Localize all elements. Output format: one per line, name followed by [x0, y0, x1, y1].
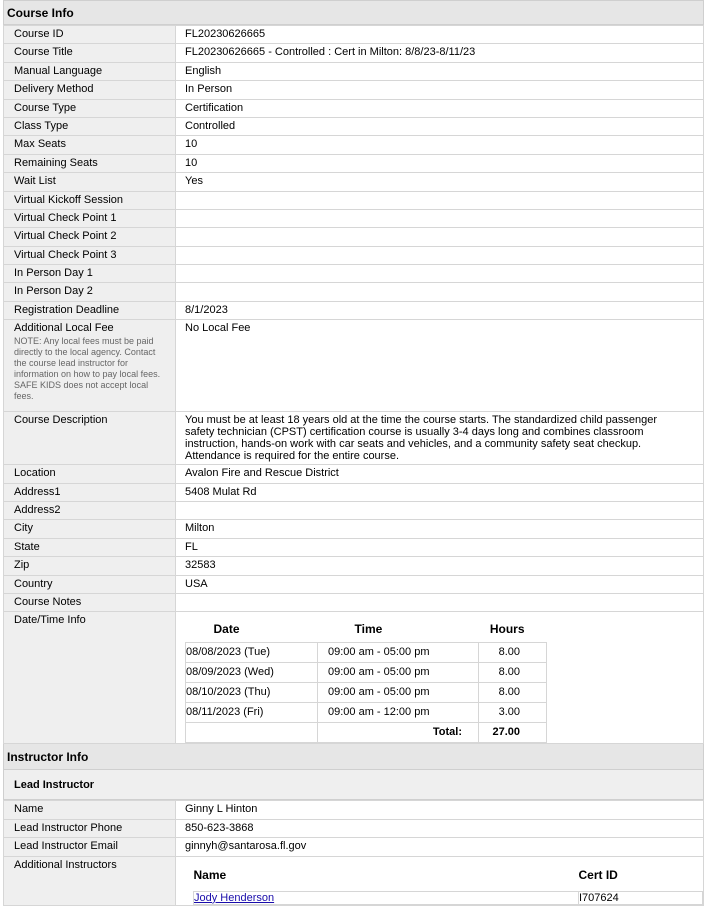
virtual-kickoff-session-value: [176, 191, 704, 209]
virtual-check-point-3-value: [176, 246, 704, 264]
course-info-rows: [4, 26, 704, 320]
course-id-value: FL20230626665: [176, 26, 704, 44]
city-value: Milton: [176, 520, 704, 538]
course-type-label: Course Type: [4, 99, 176, 117]
description-label: Course Description: [4, 412, 176, 465]
remaining-seats-label: Remaining Seats: [4, 154, 176, 172]
delivery-method-label: Delivery Method: [4, 81, 176, 99]
manual-language-row: [4, 62, 704, 80]
max-seats-row: [4, 136, 704, 154]
schedule-total-spacer: [186, 723, 318, 743]
location-rows: [4, 465, 704, 612]
delivery-method-row: [4, 81, 704, 99]
local-fee-row: [4, 320, 704, 412]
additional-instructor-row: [194, 891, 703, 904]
zip-value: 32583: [176, 557, 704, 575]
schedule-table: [185, 620, 547, 743]
country-value: USA: [176, 575, 704, 593]
delivery-method-value: In Person: [176, 81, 704, 99]
instructor-name-cell: [194, 891, 579, 904]
local-fee-value: No Local Fee: [176, 320, 704, 412]
max-seats-label: Max Seats: [4, 136, 176, 154]
course-notes-label: Course Notes: [4, 593, 176, 611]
instructor-table: [3, 800, 704, 906]
course-id-label: Course ID: [4, 26, 176, 44]
course-type-row: [4, 99, 704, 117]
instructor-cert-id: I707624: [579, 891, 703, 904]
schedule-date: 08/08/2023 (Tue): [186, 643, 318, 663]
location-label: Location: [4, 465, 176, 483]
remaining-seats-value: 10: [176, 154, 704, 172]
schedule-time: 09:00 am - 05:00 pm: [318, 663, 479, 683]
local-fee-label: Additional Local Fee: [14, 322, 114, 335]
in-person-day-1-row: [4, 265, 704, 283]
wait-list-row: [4, 173, 704, 191]
schedule-time: 09:00 am - 05:00 pm: [318, 643, 479, 663]
schedule-row: [4, 612, 704, 744]
in-person-day-1-label: In Person Day 1: [4, 265, 176, 283]
schedule-hours: 3.00: [479, 703, 547, 723]
class-type-row: [4, 117, 704, 135]
virtual-check-point-1-value: [176, 209, 704, 227]
course-title-row: [4, 44, 704, 62]
instructor-name-link[interactable]: Jody Henderson: [194, 891, 275, 904]
course-notes-row: [4, 593, 704, 611]
city-row: [4, 520, 704, 538]
virtual-check-point-1-row: [4, 209, 704, 227]
course-title-value: FL20230626665 - Controlled : Cert in Milton: 8/8/23-8/11/23: [176, 44, 704, 62]
course-extra-rows: [4, 320, 704, 465]
instructor-rows: [4, 801, 704, 857]
schedule-row-item: [186, 643, 547, 663]
registration-deadline-label: Registration Deadline: [4, 301, 176, 319]
country-label: Country: [4, 575, 176, 593]
country-row: [4, 575, 704, 593]
schedule-hours: 8.00: [479, 663, 547, 683]
course-notes-value: [176, 593, 704, 611]
in-person-day-2-row: [4, 283, 704, 301]
virtual-kickoff-session-row: [4, 191, 704, 209]
course-info-table: [3, 25, 704, 744]
schedule-time: 09:00 am - 05:00 pm: [318, 683, 479, 703]
wait-list-label: Wait List: [4, 173, 176, 191]
virtual-check-point-3-label: Virtual Check Point 3: [4, 246, 176, 264]
location-row: [4, 465, 704, 483]
additional-instructors-cell: [176, 856, 704, 905]
address1-value: 5408 Mulat Rd: [176, 483, 704, 501]
course-title-label: Course Title: [4, 44, 176, 62]
wait-list-value: Yes: [176, 173, 704, 191]
lead-instructor-email-row: [4, 838, 704, 857]
lead-instructor-email-value: ginnyh@santarosa.fl.gov: [176, 838, 704, 857]
registration-deadline-value: 8/1/2023: [176, 301, 704, 319]
schedule-rows: [186, 643, 547, 723]
schedule-row-item: [186, 683, 547, 703]
instructor-info-header: Instructor Info: [3, 744, 704, 770]
course-type-value: Certification: [176, 99, 704, 117]
virtual-check-point-3-row: [4, 246, 704, 264]
lead-instructor-email-label: Lead Instructor Email: [4, 838, 176, 857]
schedule-label: Date/Time Info: [4, 612, 176, 744]
in-person-day-2-value: [176, 283, 704, 301]
name-value: Ginny L Hinton: [176, 801, 704, 820]
city-label: City: [4, 520, 176, 538]
schedule-row-item: [186, 663, 547, 683]
state-row: [4, 538, 704, 556]
zip-label: Zip: [4, 557, 176, 575]
schedule-hours: 8.00: [479, 683, 547, 703]
local-fee-note: NOTE: Any local fees must be paid directly to the local agency. Contact the course lead instructor for information on how to pay local fees. SAFE KIDS does not accept local fees.: [14, 336, 161, 402]
address2-value: [176, 502, 704, 520]
address1-row: [4, 483, 704, 501]
virtual-kickoff-session-label: Virtual Kickoff Session: [4, 191, 176, 209]
additional-header-cert: Cert ID: [578, 867, 618, 882]
schedule-total-label: Total:: [318, 723, 479, 743]
schedule-time: 09:00 am - 12:00 pm: [318, 703, 479, 723]
registration-deadline-row: [4, 301, 704, 319]
state-value: FL: [176, 538, 704, 556]
additional-instructors-table: [193, 862, 703, 905]
local-fee-label-cell: [4, 320, 176, 412]
description-row: [4, 412, 704, 465]
description-value-cell: [176, 412, 704, 465]
description-value: You must be at least 18 years old at the time the course starts. The standardized child passenger safety technician (CPST) certification course is usually 3-4 days long and combines classroom instruction, hands-on work with car seats and vehicles, and a community safety seat checkup. Attendance is required for the entire course.: [185, 414, 658, 463]
schedule-header-row: [186, 620, 547, 643]
name-row: [4, 801, 704, 820]
zip-row: [4, 557, 704, 575]
course-detail-page: [3, 0, 704, 906]
schedule-header-date: Date: [213, 622, 240, 637]
additional-header-name: Name: [193, 867, 227, 882]
schedule-total-value: 27.00: [479, 723, 547, 743]
schedule-cell: [176, 612, 704, 744]
lead-instructor-phone-value: 850-623-3868: [176, 819, 704, 838]
address2-row: [4, 502, 704, 520]
additional-instructors-header-row: [194, 862, 703, 892]
state-label: State: [4, 538, 176, 556]
manual-language-value: English: [176, 62, 704, 80]
additional-instructors-row: [4, 856, 704, 905]
virtual-check-point-2-row: [4, 228, 704, 246]
schedule-hours: 8.00: [479, 643, 547, 663]
course-info-header: Course Info: [3, 0, 704, 25]
class-type-label: Class Type: [4, 117, 176, 135]
schedule-header-time: Time: [354, 622, 383, 637]
max-seats-value: 10: [176, 136, 704, 154]
schedule-total-row: [186, 723, 547, 743]
schedule-header-hours: Hours: [489, 622, 525, 637]
name-label: Name: [4, 801, 176, 820]
address2-label: Address2: [4, 502, 176, 520]
manual-language-label: Manual Language: [4, 62, 176, 80]
lead-instructor-header: Lead Instructor: [3, 770, 704, 800]
remaining-seats-row: [4, 154, 704, 172]
location-value: Avalon Fire and Rescue District: [176, 465, 704, 483]
schedule-date: 08/10/2023 (Thu): [186, 683, 318, 703]
in-person-day-1-value: [176, 265, 704, 283]
virtual-check-point-2-label: Virtual Check Point 2: [4, 228, 176, 246]
additional-instructors-rows: [194, 891, 703, 904]
schedule-date: 08/09/2023 (Wed): [186, 663, 318, 683]
additional-instructors-label: Additional Instructors: [4, 856, 176, 905]
schedule-section: [4, 612, 704, 744]
virtual-check-point-2-value: [176, 228, 704, 246]
schedule-row-item: [186, 703, 547, 723]
course-id-row: [4, 26, 704, 44]
class-type-value: Controlled: [176, 117, 704, 135]
virtual-check-point-1-label: Virtual Check Point 1: [4, 209, 176, 227]
lead-instructor-phone-row: [4, 819, 704, 838]
schedule-date: 08/11/2023 (Fri): [186, 703, 318, 723]
address1-label: Address1: [4, 483, 176, 501]
in-person-day-2-label: In Person Day 2: [4, 283, 176, 301]
lead-instructor-phone-label: Lead Instructor Phone: [4, 819, 176, 838]
